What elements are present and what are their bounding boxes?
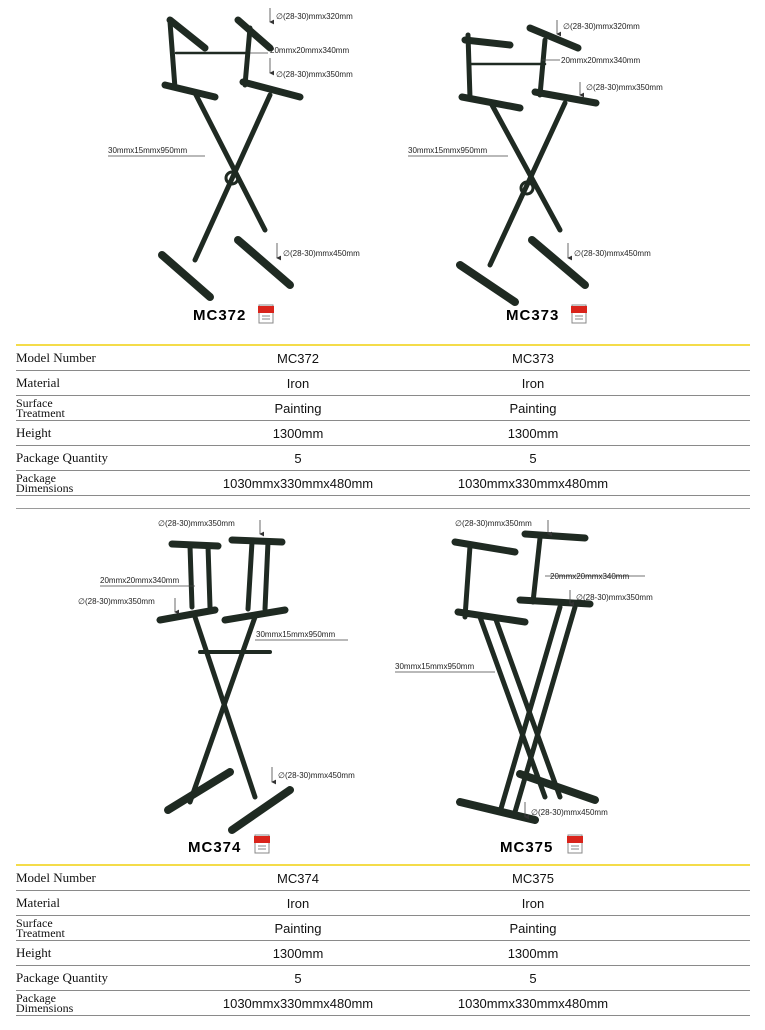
cell-value: 1030mmx330mmx480mm [188, 471, 408, 496]
bottom-product-panel [0, 512, 765, 862]
table-row [16, 966, 750, 991]
cell-value: 5 [408, 966, 658, 991]
row-label: Model Number [16, 865, 188, 891]
mc375-dim-mid: ∅(28-30)mmx350mm [576, 593, 653, 602]
table-row [16, 396, 750, 421]
mc375-dim-foot: ∅(28-30)mmx450mm [531, 808, 608, 817]
cell-value: Painting [188, 916, 408, 941]
mc373-dim-mid: ∅(28-30)mmx350mm [586, 83, 663, 92]
row-label: Material [16, 891, 188, 916]
table-row [16, 916, 750, 941]
mc373-title: MC373 [506, 307, 560, 324]
mc374-dim-leg: 30mmx15mmx950mm [256, 630, 336, 639]
mc372-stand-image [162, 20, 300, 297]
table-row [16, 991, 750, 1016]
mc372-dim-bar: 20mmx20mmx340mm [270, 46, 350, 55]
row-label: Height [16, 421, 188, 446]
cell-value: 1030mmx330mmx480mm [408, 991, 658, 1016]
cell-value: Iron [188, 371, 408, 396]
table-row [16, 421, 750, 446]
row-label: Package Dimensions [16, 991, 188, 1016]
table-row [16, 471, 750, 496]
row-label: Surface Treatment [16, 916, 188, 941]
cell-value: 1030mmx330mmx480mm [408, 471, 658, 496]
mc375-dim-bar: 20mmx20mmx340mm [550, 572, 630, 581]
cell-value: 1300mm [188, 941, 408, 966]
mc374-dim-bar: 20mmx20mmx340mm [100, 576, 180, 585]
cell-value: 5 [188, 966, 408, 991]
mc375-title: MC375 [500, 839, 554, 856]
cell-value: Iron [408, 891, 658, 916]
cell-value: Painting [188, 396, 408, 421]
mc374-dim-top: ∅(28-30)mmx350mm [158, 519, 235, 528]
cell-value: MC372 [188, 345, 408, 371]
spec-table-bottom [16, 864, 750, 1016]
cell-value: Painting [408, 396, 658, 421]
pdf-file-icon[interactable] [567, 834, 583, 854]
mc374-stand-image [160, 540, 290, 830]
spec-table-top [16, 344, 750, 496]
pdf-file-icon[interactable] [258, 304, 274, 324]
mc373-dim-leg: 30mmx15mmx950mm [408, 146, 488, 155]
mc372-dim-top: ∅(28-30)mmx320mm [276, 12, 353, 21]
top-product-panel [0, 0, 765, 325]
mc372-dim-leg: 30mmx15mmx950mm [108, 146, 188, 155]
pdf-file-icon[interactable] [254, 834, 270, 854]
table-row [16, 446, 750, 471]
bottom-stands-illustration [0, 512, 765, 862]
section-divider [16, 508, 750, 509]
cell-value: MC374 [188, 865, 408, 891]
table-row [16, 941, 750, 966]
mc374-title: MC374 [188, 839, 242, 856]
cell-value: Iron [188, 891, 408, 916]
cell-value: MC373 [408, 345, 658, 371]
cell-value: Iron [408, 371, 658, 396]
row-label: Package Quantity [16, 446, 188, 471]
table-row [16, 865, 750, 891]
mc375-dim-top: ∅(28-30)mmx350mm [455, 519, 532, 528]
mc374-dim-mid: ∅(28-30)mmx350mm [78, 597, 155, 606]
mc373-stand-image [460, 28, 596, 302]
mc373-dim-foot: ∅(28-30)mmx450mm [574, 249, 651, 258]
row-label: Model Number [16, 345, 188, 371]
top-stands-illustration [0, 0, 765, 330]
row-label: Height [16, 941, 188, 966]
table-row [16, 345, 750, 371]
cell-value: 5 [188, 446, 408, 471]
cell-value: Painting [408, 916, 658, 941]
cell-value: 5 [408, 446, 658, 471]
mc373-dim-top: ∅(28-30)mmx320mm [563, 22, 640, 31]
mc372-dim-foot: ∅(28-30)mmx450mm [283, 249, 360, 258]
cell-value: 1300mm [408, 421, 658, 446]
cell-value: 1030mmx330mmx480mm [188, 991, 408, 1016]
table-row [16, 371, 750, 396]
row-label: Material [16, 371, 188, 396]
cell-value: 1300mm [408, 941, 658, 966]
mc375-dim-leg: 30mmx15mmx950mm [395, 662, 475, 671]
mc372-title: MC372 [193, 307, 247, 324]
row-label: Package Quantity [16, 966, 188, 991]
row-label: Package Dimensions [16, 471, 188, 496]
cell-value: MC375 [408, 865, 658, 891]
table-row [16, 891, 750, 916]
cell-value: 1300mm [188, 421, 408, 446]
row-label: Surface Treatment [16, 396, 188, 421]
mc372-dim-mid: ∅(28-30)mmx350mm [276, 70, 353, 79]
mc374-dim-foot: ∅(28-30)mmx450mm [278, 771, 355, 780]
mc373-dim-bar: 20mmx20mmx340mm [561, 56, 641, 65]
pdf-file-icon[interactable] [571, 304, 587, 324]
